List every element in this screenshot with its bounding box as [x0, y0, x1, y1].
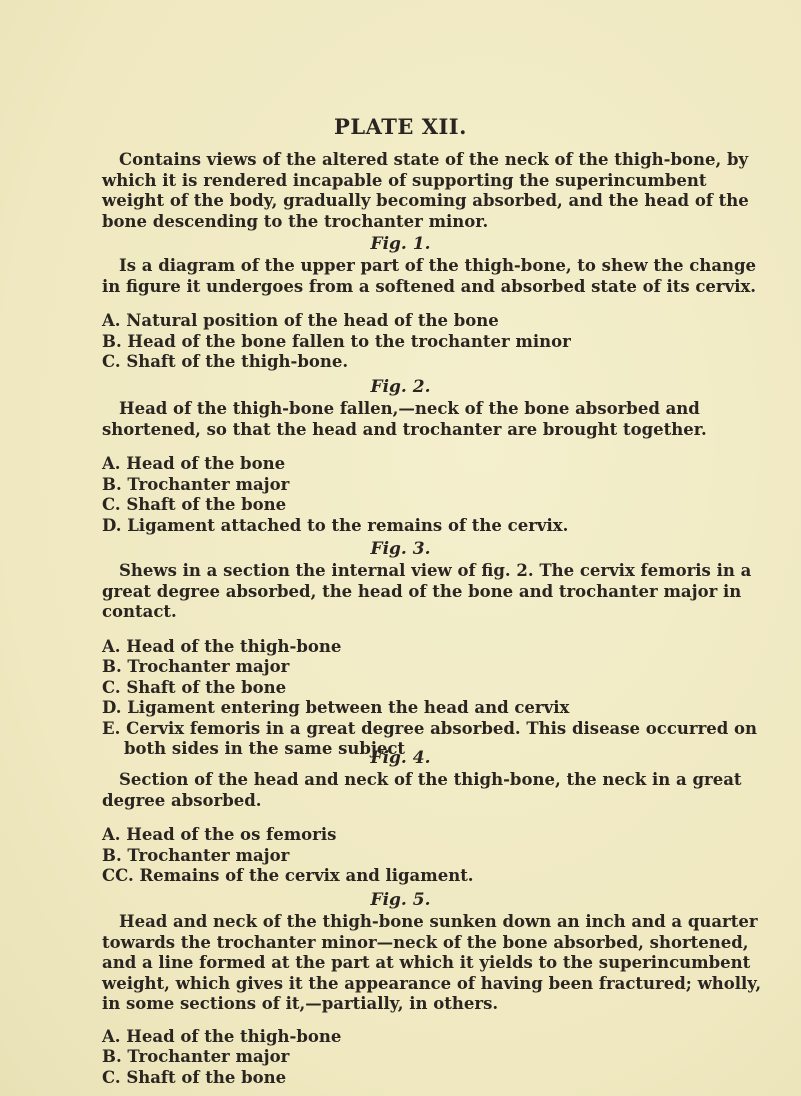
fig-5-heading: Fig. 5.	[370, 890, 431, 910]
fig-4-block	[102, 770, 770, 887]
list-item: B. Trochanter major	[102, 657, 290, 676]
fig-1-heading: Fig. 1.	[370, 234, 431, 254]
fig-5-list	[102, 1027, 770, 1089]
list-item: CC. Remains of the cervix and ligament.	[102, 866, 474, 885]
list-item: A. Head of the thigh-bone	[102, 636, 342, 656]
plate-title: PLATE XII.	[334, 114, 467, 139]
fig-3-block	[102, 561, 770, 760]
list-item: A. Head of the bone	[102, 454, 286, 473]
list-item: B. Head of the bone fallen to the trochanter minor	[102, 331, 571, 351]
list-item: B. Trochanter major	[102, 474, 290, 494]
list-item: C. Shaft of the thigh-bone.	[102, 352, 349, 371]
list-item: A. Head of the thigh-bone	[102, 1026, 342, 1046]
intro-paragraph: Contains views of the altered state of the neck of the thigh-bone, by which it is rendered incapable of supporting the superincumbent weight of the body, gradually becoming absorbed, and the head of the bone descending to the trochanter minor.	[102, 150, 749, 231]
list-item: A. Head of the os femoris	[102, 825, 337, 844]
fig-1-description: Is a diagram of the upper part of the thigh-bone, to shew the change in figure it undergoes from a softened and absorbed state of its cervix.	[102, 256, 757, 296]
list-item: B. Trochanter major	[102, 845, 290, 865]
fig-5-block	[102, 912, 770, 1088]
fig-1-block	[102, 256, 770, 373]
list-item: C. Shaft of the bone	[102, 677, 287, 697]
fig-4-list	[102, 825, 770, 887]
fig-3-list	[102, 637, 770, 760]
fig-3-description: Shews in a section the internal view of fig. 2. The cervix femoris in a great degree absorbed, the head of the bone and trochanter major in contact.	[102, 561, 752, 621]
fig-2-list	[102, 454, 770, 536]
list-item: C. Shaft of the bone	[102, 1067, 287, 1087]
list-item: B. Trochanter major	[102, 1047, 290, 1066]
fig-3-heading: Fig. 3.	[370, 539, 431, 559]
list-item: C. Shaft of the bone	[102, 495, 287, 514]
intro-block	[102, 150, 770, 232]
fig-2-block	[102, 399, 770, 536]
fig-1-list	[102, 311, 770, 373]
fig-2-description: Head of the thigh-bone fallen,—neck of the bone absorbed and shortened, so that the head and trochanter are brought together.	[102, 399, 707, 439]
fig-4-description: Section of the head and neck of the thigh-bone, the neck in a great degree absorbed.	[102, 770, 742, 810]
fig-4-heading: Fig. 4.	[370, 748, 431, 768]
list-item: E. Cervix femoris in a great degree absorbed. This disease occurred on both sides in the same subject	[102, 718, 758, 758]
list-item: A. Natural position of the head of the bone	[102, 311, 499, 330]
list-item: D. Ligament attached to the remains of the cervix.	[102, 515, 569, 535]
fig-2-heading: Fig. 2.	[370, 377, 431, 397]
list-item: D. Ligament entering between the head and cervix	[102, 698, 570, 717]
fig-5-description: Head and neck of the thigh-bone sunken down an inch and a quarter towards the trochanter minor—neck of the bone absorbed, shortened, and a line formed at the part at which it yields to the superincumbent weight, which gives it the appearance of having been fractured; wholly, in some sections of it,—partially, in others.	[102, 912, 762, 1013]
